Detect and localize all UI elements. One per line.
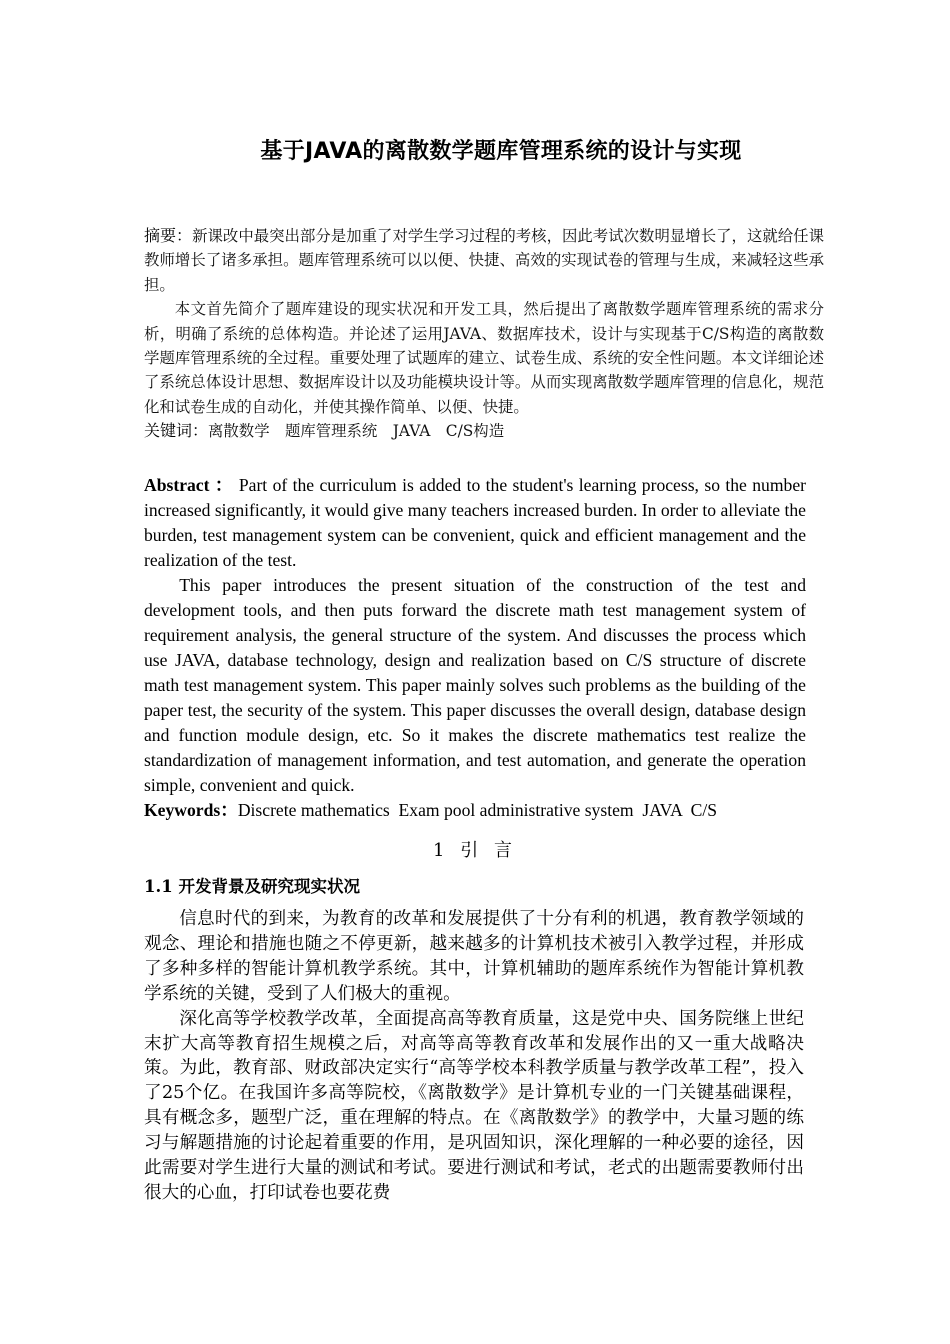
keywords-en-text: Discrete mathematics Exam pool administrative system JAVA C/S xyxy=(237,800,718,820)
abstract-en-paragraph-2: This paper introduces the present situation of the construction of the test and development tools, and then puts forward the discrete math test management system of requirement analysis, the general structure of the system. And discusses the process which use JAVA, database technology, design and realization based on C/S structure of discrete math test management system. This paper mainly solves such problems as the building of the paper test, the security of the system. This paper discusses the overall design, database design and function module design, etc. So it makes the discrete mathematics test realize the standardization of management information, and test automation, and generate the operation simple, convenient and quick. xyxy=(144,575,806,795)
abstract-en xyxy=(144,473,806,823)
abstract-en-paragraph-1 xyxy=(144,473,806,573)
abstract-en-text-1: Part of the curriculum is added to the student's learning process, so the number increased significantly, it would give many teachers increased burden. In order to alleviate the burden, test management system can be convenient, quick and efficient management and the realization of the test. xyxy=(144,475,806,570)
abstract-cn-text-1: 新课改中最突出部分是加重了对学生学习过程的考核，因此考试次数明显增长了，这就给任课教师增长了诸多承担。题库管理系统可以以便、快捷、高效的实现试卷的管理与生成，来减轻这些承担。 xyxy=(144,227,824,294)
abstract-cn-paragraph-2: 本文首先简介了题库建设的现实状况和开发工具，然后提出了离散数学题库管理系统的需求分析，明确了系统的总体构造。并论述了运用JAVA、数据库技术，设计与实现基于C/S构造的离散数学题库管理系统的全过程。重要处理了试题库的建立、试卷生成、系统的安全性问题。本文详细论述了系统总体设计思想、数据库设计以及功能模块设计等。从而实现离散数学题库管理的信息化，规范化和试卷生成的自动化，并使其操作简单、以便、快捷。 xyxy=(144,300,824,416)
body-paragraph-2: 深化高等学校教学改革，全面提高高等教育质量，这是党中央、国务院继上世纪末扩大高等教育招生规模之后，对高等高等教育改革和发展作出的又一重大战略决策。为此，教育部、财政部决定实行“高等学校本科教学质量与教学改革工程”，投入了25个亿。在我国许多高等院校，《离散数学》是计算机专业的一门关键基础课程，具有概念多，题型广泛，重在理解的特点。在《离散数学》的教学中，大量习题的练习与解题措施的讨论起着重要的作用，是巩固知识，深化理解的一种必要的途径，因此需要对学生进行大量的测试和考试。要进行测试和考试，老式的出题需要教师付出很大的心血，打印试卷也要花费 xyxy=(144,1008,804,1203)
keywords-cn-label: 关键词： xyxy=(144,421,209,441)
body-paragraph-1: 信息时代的到来，为教育的改革和发展提供了十分有利的机遇，教育教学领域的观念、理论和措施也随之不停更新，越来越多的计算机技术被引入教学过程，并形成了多种多样的智能计算机教学系统。其中，计算机辅助的题库系统作为智能计算机教学系统的关键，受到了人们极大的重视。 xyxy=(144,909,804,1004)
abstract-cn-label: 摘要： xyxy=(144,226,193,245)
keywords-en-label: Keywords： xyxy=(144,800,238,820)
section-heading-1: 1 引 言 xyxy=(433,840,517,861)
abstract-cn-paragraph-1 xyxy=(144,224,824,297)
keywords-cn xyxy=(144,419,824,443)
subsection-heading-1-1: 1.1 开发背景及研究现实状况 xyxy=(144,877,360,896)
abstract-cn xyxy=(144,224,824,444)
keywords-cn-text: 离散数学 题库管理系统 JAVA C/S构造 xyxy=(208,422,505,441)
section-1-1-body xyxy=(144,907,804,1206)
keywords-en xyxy=(144,798,806,823)
paper-title: 基于JAVA的离散数学题库管理系统的设计与实现 xyxy=(260,139,742,164)
abstract-en-label: Abstract ： xyxy=(144,475,234,495)
